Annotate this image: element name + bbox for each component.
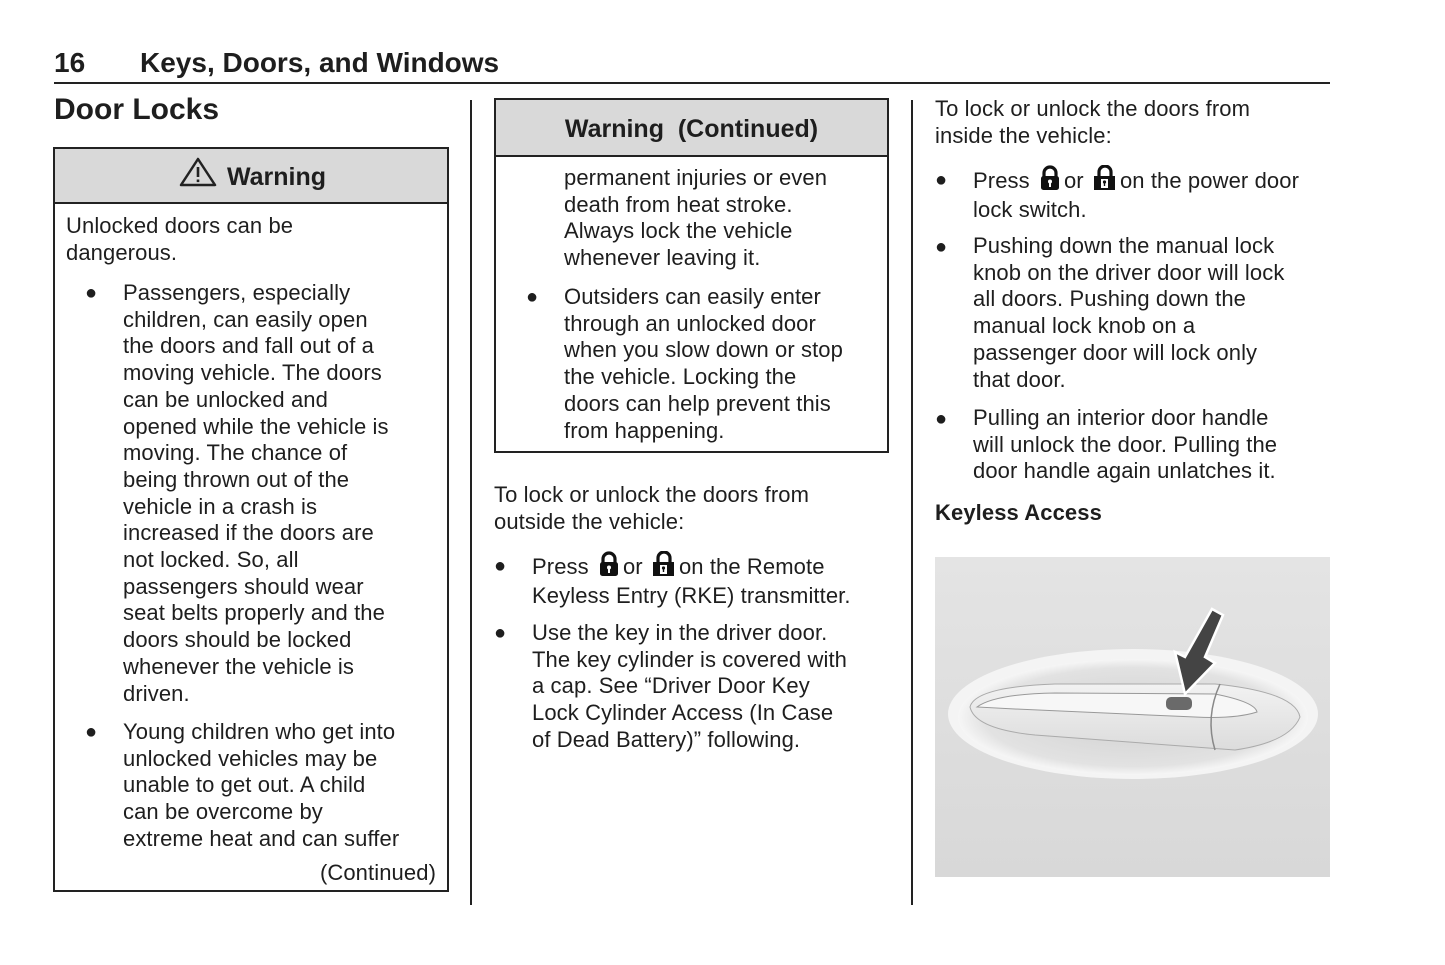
text-line: opened while the vehicle is — [123, 413, 389, 439]
text-line: Passengers, especially — [123, 280, 351, 305]
bullet: ● — [526, 286, 539, 308]
keyless-access-heading: Keyless Access — [935, 500, 1102, 525]
text-line: doors should be locked — [123, 627, 352, 653]
text-line: can be overcome by — [123, 799, 323, 825]
text-line: being thrown out of the — [123, 466, 350, 492]
warning-triangle-icon — [179, 157, 217, 187]
press-text: Press — [973, 168, 1030, 193]
text-line: Pushing down the manual lock — [973, 233, 1275, 258]
column-divider — [911, 100, 913, 905]
bullet: ● — [935, 169, 948, 191]
inside-handle-item — [973, 405, 1277, 485]
text-line: seat belts properly and the — [123, 600, 385, 626]
inside-press-item — [973, 165, 1299, 224]
outside-intro — [494, 482, 809, 535]
column-divider — [470, 100, 472, 905]
or-text: or — [622, 554, 643, 579]
outside-key-item — [532, 620, 847, 754]
text-line: To lock or unlock the doors from — [494, 482, 810, 507]
text-line: knob on the driver door will lock — [973, 259, 1285, 285]
text-line: moving. The chance of — [123, 440, 348, 466]
text-line: Young children who get into — [123, 719, 396, 744]
press-text: on the power door — [1119, 168, 1299, 193]
text-line: doors can help prevent this — [564, 390, 831, 416]
inside-intro — [935, 96, 1250, 149]
text-line: passenger door will lock only — [973, 339, 1258, 365]
text-line: not locked. So, all — [123, 547, 299, 573]
text-line: Always lock the vehicle — [564, 218, 793, 244]
text-line: increased if the doors are — [123, 520, 374, 546]
text-line: outside the vehicle: — [494, 508, 685, 534]
text-line: To lock or unlock the doors from — [935, 96, 1251, 121]
text-line: permanent injuries or even — [564, 165, 828, 190]
warning-bullet-text — [564, 284, 843, 444]
text-line: the doors and fall out of a — [123, 333, 374, 359]
bullet: ● — [494, 555, 507, 577]
text-line: vehicle in a crash is — [123, 493, 318, 519]
text-line: unlocked vehicles may be — [123, 745, 378, 771]
text-line: children, can easily open — [123, 306, 368, 332]
warning-bullet-text — [123, 719, 399, 853]
text-line: whenever the vehicle is — [123, 653, 354, 679]
bullet: ● — [935, 236, 948, 258]
press-text: lock switch. — [973, 197, 1087, 222]
warning-continued-text — [564, 165, 827, 272]
warning-header — [55, 149, 447, 204]
outside-press-item — [532, 551, 851, 610]
text-line: that door. — [973, 366, 1066, 392]
bullet: ● — [494, 622, 507, 644]
text-line: will unlock the door. Pulling the — [973, 431, 1278, 457]
text-line: The key cylinder is covered with — [532, 646, 847, 672]
warning-continued-header: Warning (Continued) — [496, 100, 887, 157]
text-line: extreme heat and can suffer — [123, 825, 400, 851]
door-handle-illustration — [935, 557, 1330, 877]
text-line: manual lock knob on a — [973, 313, 1196, 339]
text-line: door handle again unlatches it. — [973, 458, 1276, 484]
unlock-icon — [1093, 165, 1117, 191]
warning-bullet-text — [123, 280, 389, 707]
text-line: through an unlocked door — [564, 310, 816, 336]
text-line: from happening. — [564, 417, 725, 443]
text-line: driven. — [123, 680, 190, 706]
text-line: all doors. Pushing down the — [973, 286, 1246, 312]
text-line: death from heat stroke. — [564, 191, 793, 217]
lock-icon — [598, 551, 620, 577]
inside-manual-knob-item — [973, 233, 1284, 393]
text-line: passengers should wear — [123, 573, 364, 599]
text-line: Lock Cylinder Access (In Case — [532, 700, 834, 726]
page-number: 16 — [54, 47, 86, 78]
press-text: on the Remote — [678, 554, 825, 579]
warning-intro — [66, 213, 293, 266]
bullet: ● — [85, 721, 98, 743]
page-title: Door Locks — [54, 93, 220, 126]
text-line: Outsiders can easily enter — [564, 284, 821, 309]
continued-label: (Continued) — [319, 860, 436, 885]
lock-icon — [1039, 165, 1061, 191]
bullet: ● — [85, 282, 98, 304]
text-line: a cap. See “Driver Door Key — [532, 673, 810, 699]
unlock-icon — [652, 551, 676, 577]
press-text: Press — [532, 554, 589, 579]
text-line: moving vehicle. The doors — [123, 360, 382, 386]
text-line: Unlocked doors can be — [66, 213, 294, 238]
text-line: can be unlocked and — [123, 386, 328, 412]
warning-box — [53, 147, 449, 892]
text-line: Use the key in the driver door. — [532, 620, 828, 645]
bullet: ● — [935, 408, 948, 430]
text-line: whenever leaving it. — [564, 245, 761, 271]
header-rule — [54, 82, 1330, 84]
text-line: of Dead Battery)” following. — [532, 726, 801, 752]
warning-continued-box — [494, 98, 889, 453]
press-text: Keyless Entry (RKE) transmitter. — [532, 583, 851, 608]
text-line: Pulling an interior door handle — [973, 405, 1269, 430]
section-title: Keys, Doors, and Windows — [140, 47, 500, 78]
text-line: unable to get out. A child — [123, 772, 366, 798]
warning-title: Warning — [226, 163, 326, 191]
text-line: the vehicle. Locking the — [564, 364, 797, 390]
text-line: dangerous. — [66, 239, 178, 265]
or-text: or — [1063, 168, 1084, 193]
text-line: when you slow down or stop — [564, 337, 843, 363]
text-line: inside the vehicle: — [935, 122, 1112, 148]
